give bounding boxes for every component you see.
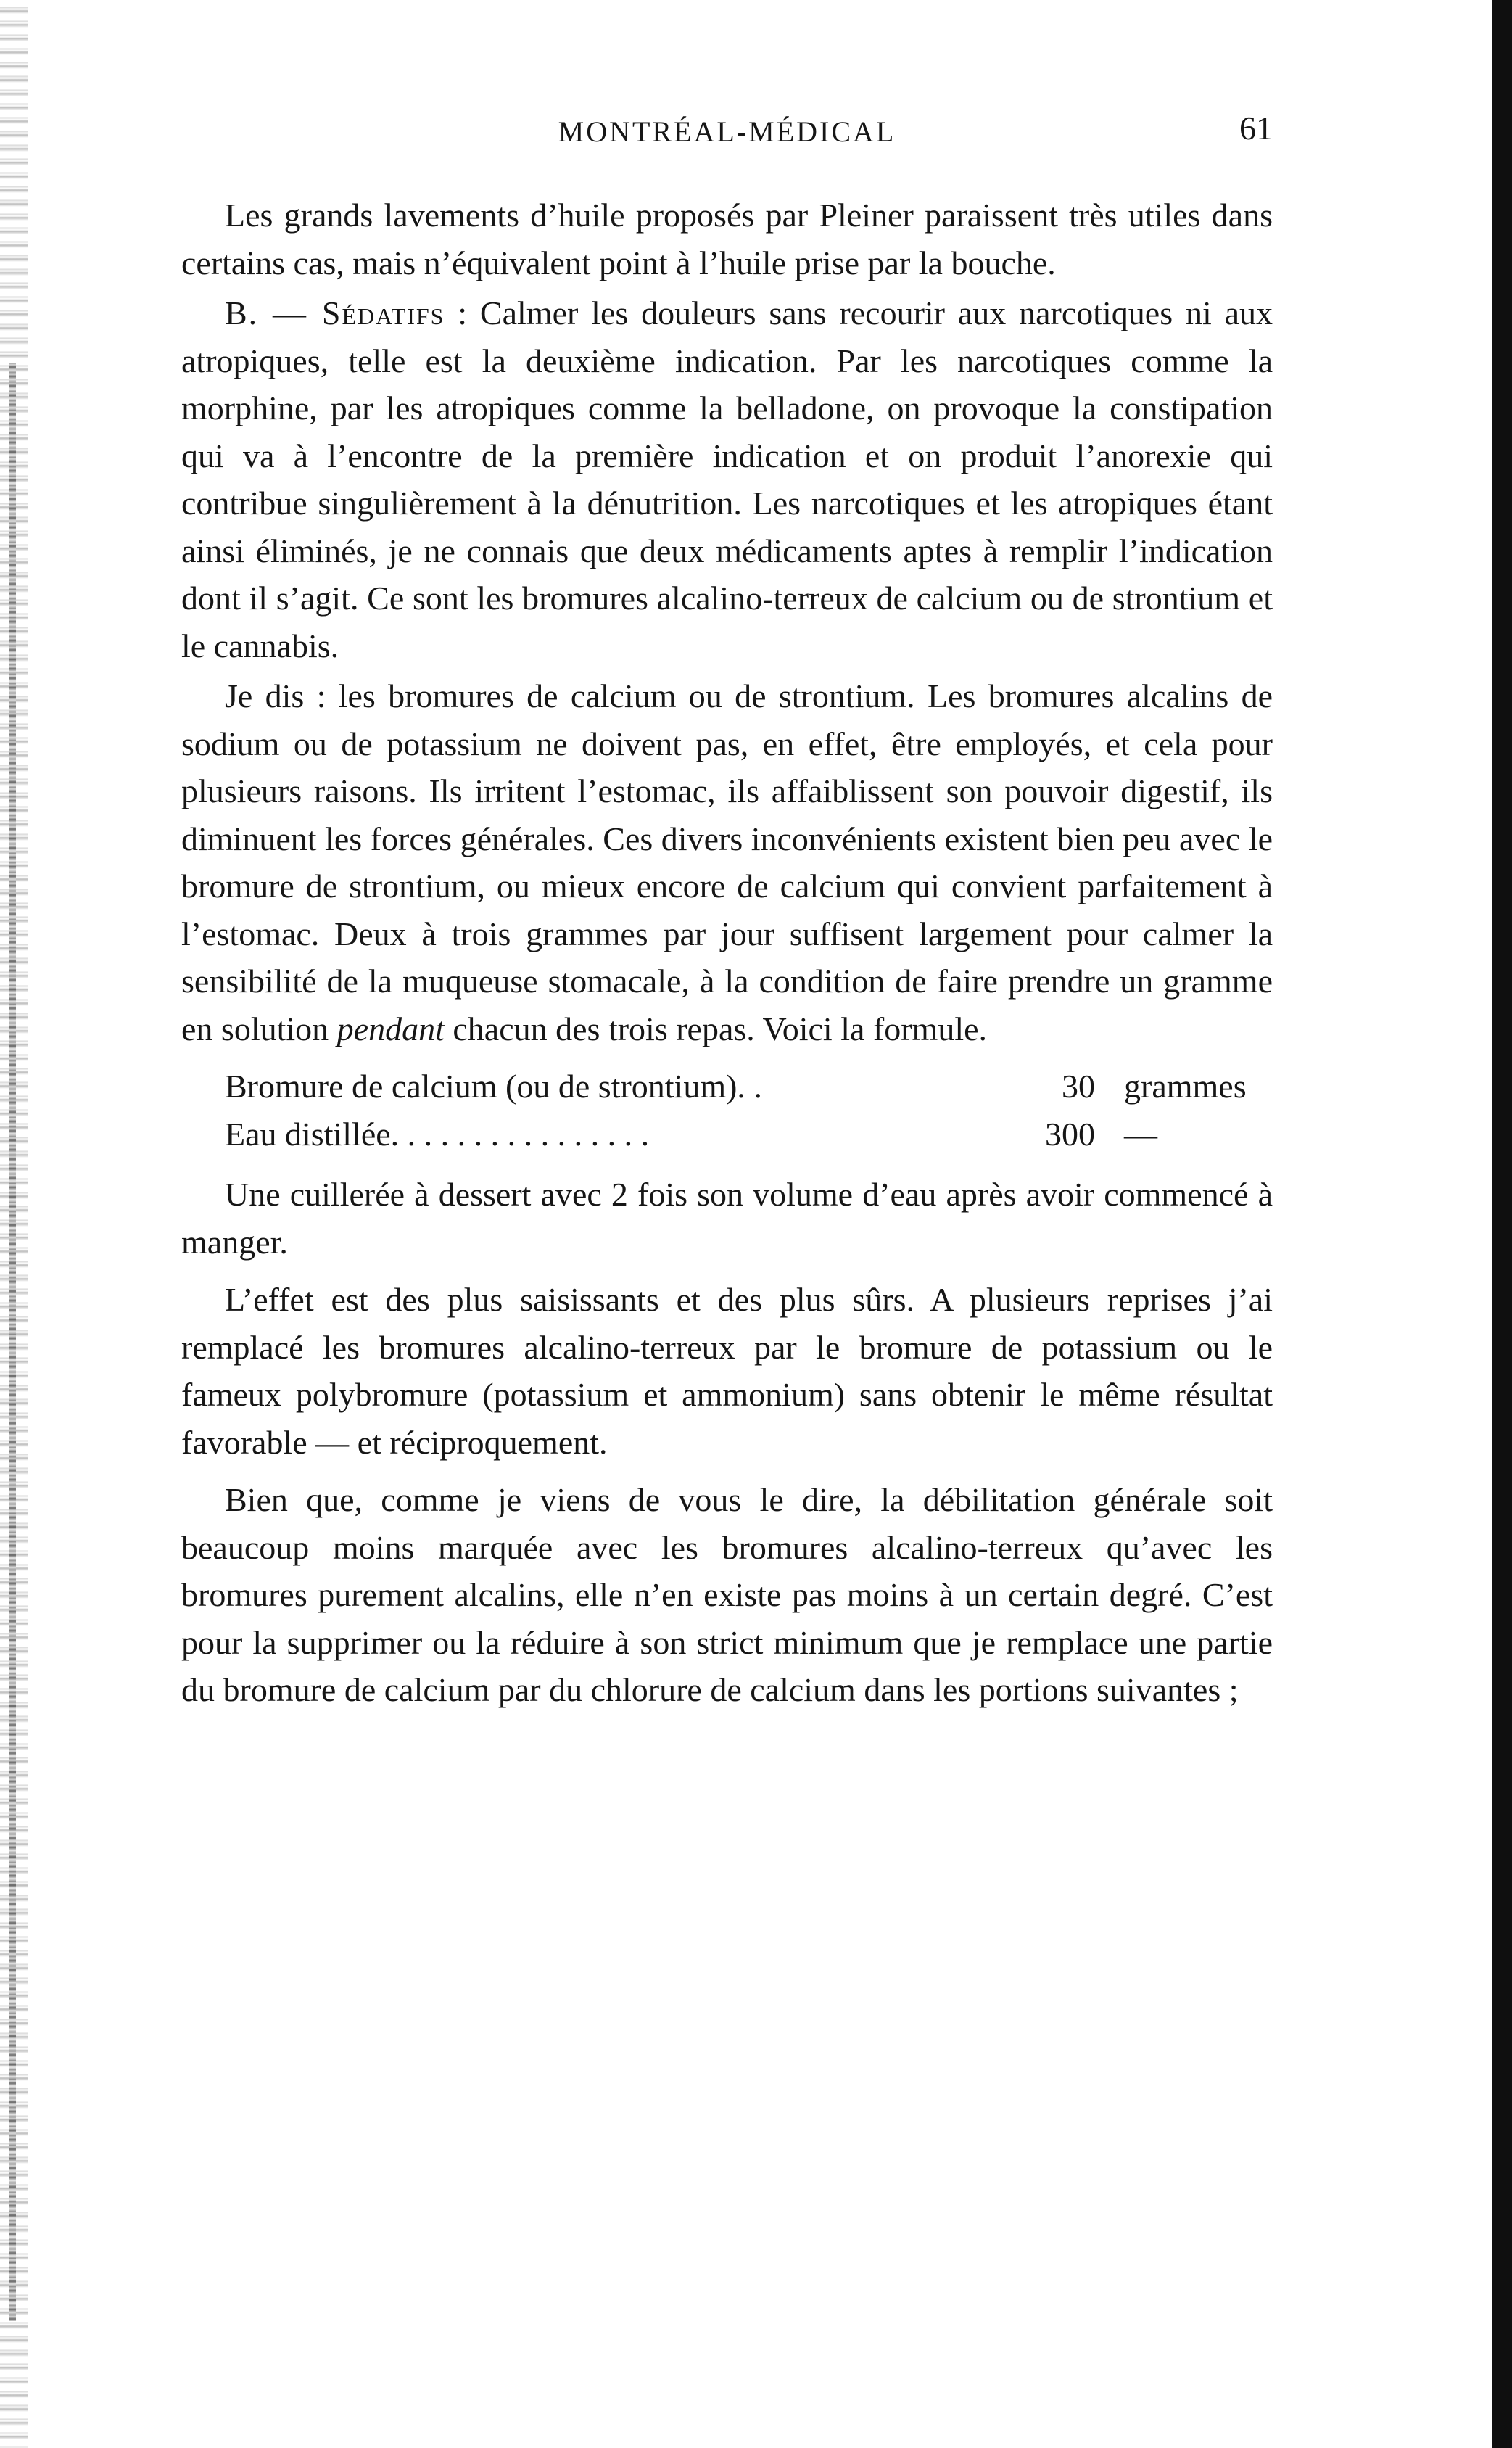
section-label-sedatifs: B. — Sédatifs	[225, 294, 445, 331]
formula-ingredient: Eau distillée. . . . . . . . . . . . . . . .	[225, 1115, 650, 1153]
paragraph-sedatifs-text: : Calmer les douleurs sans recourir aux narcotiques ni aux atropiques, telle est la deuxième indication. Par les narcotiques comme la morphine, par les atropiques comme la belladone, on provoque la constipation qui va à l’encontre de la première indication et on produit l’anorexie qui contribue singulièrement à la dénutrition. Les narcotiques et les atropiques étant ainsi éliminés, je ne connais que deux médicaments aptes à remplir l’indication dont il s’agit. Ce sont les bromures alcalino-terreux de calcium ou de strontium et le cannabis.	[181, 294, 1273, 664]
paragraph-sedatifs	[181, 289, 1273, 669]
paragraph-lavements: Les grands lavements d’huile proposés par Pleiner paraissent très utiles dans certains cas, mais n’équivalent point à l’huile prise par la bouche.	[181, 197, 1273, 281]
page-body	[181, 191, 1273, 1717]
formula-quantity: 30	[1062, 1068, 1095, 1105]
scan-dark-edge	[1492, 0, 1512, 2448]
formula-row	[225, 1063, 1273, 1110]
paragraph-posologie: Une cuillerée à dessert avec 2 fois son volume d’eau après avoir commencé à manger.	[181, 1176, 1273, 1261]
page-number: 61	[1239, 110, 1273, 147]
formula-ingredient: Bromure de calcium (ou de strontium). .	[225, 1068, 762, 1105]
paragraph-bromures-text-2: chacun des trois repas. Voici la formule.	[444, 1010, 988, 1047]
paragraph-gap	[181, 1469, 1273, 1476]
formula-unit: grammes	[1124, 1068, 1247, 1105]
paragraph-effet: L’effet est des plus saisissants et des plus sûrs. A plusieurs reprises j’ai remplacé les bromures alcalino-terreux par le bromure de potassium ou le fameux polybromure (potassium et ammonium) sans obtenir le même résultat favorable — et réciproquement.	[181, 1281, 1273, 1461]
paragraph-bromures-text-1: Je dis : les bromures de calcium ou de strontium. Les bromures alcalins de sodium ou de potassium ne doivent pas, en effet, être employés, et cela pour plusieurs raisons. Ils irritent l’estomac, ils affaiblissent son pouvoir digestif, ils diminuent les forces générales. Ces divers inconvénients existent bien peu avec le bromure de strontium, ou mieux encore de calcium qui convient parfaitement à l’estomac. Deux à trois grammes par jour suffisent largement pour calmer la sensibilité de la muqueuse stomacale, à la condition de faire prendre un gramme en solution	[181, 677, 1273, 1047]
formula-row	[225, 1110, 1273, 1158]
formula-unit: —	[1124, 1115, 1157, 1153]
scan-binding-edge	[0, 0, 28, 2448]
paragraph-debilitation: Bien que, comme je viens de vous le dire, la débilitation générale soit beaucoup moins marquée avec les bromures alcalino-terreux qu’avec les bromures purement alcalins, elle n’en existe pas moins à un certain degré. C’est pour la supprimer ou la réduire à son strict minimum que je remplace une partie du bromure de calcium par du chlorure de calcium dans les portions suivantes ;	[181, 1481, 1273, 1708]
prescription-formula	[225, 1063, 1273, 1158]
paragraph-bromures	[181, 672, 1273, 1052]
formula-quantity: 300	[1045, 1115, 1095, 1153]
running-title: MONTRÉAL-MÉDICAL	[558, 115, 896, 148]
paragraph-gap	[181, 1269, 1273, 1276]
italic-pendant: pendant	[336, 1010, 445, 1047]
running-header	[181, 109, 1273, 160]
